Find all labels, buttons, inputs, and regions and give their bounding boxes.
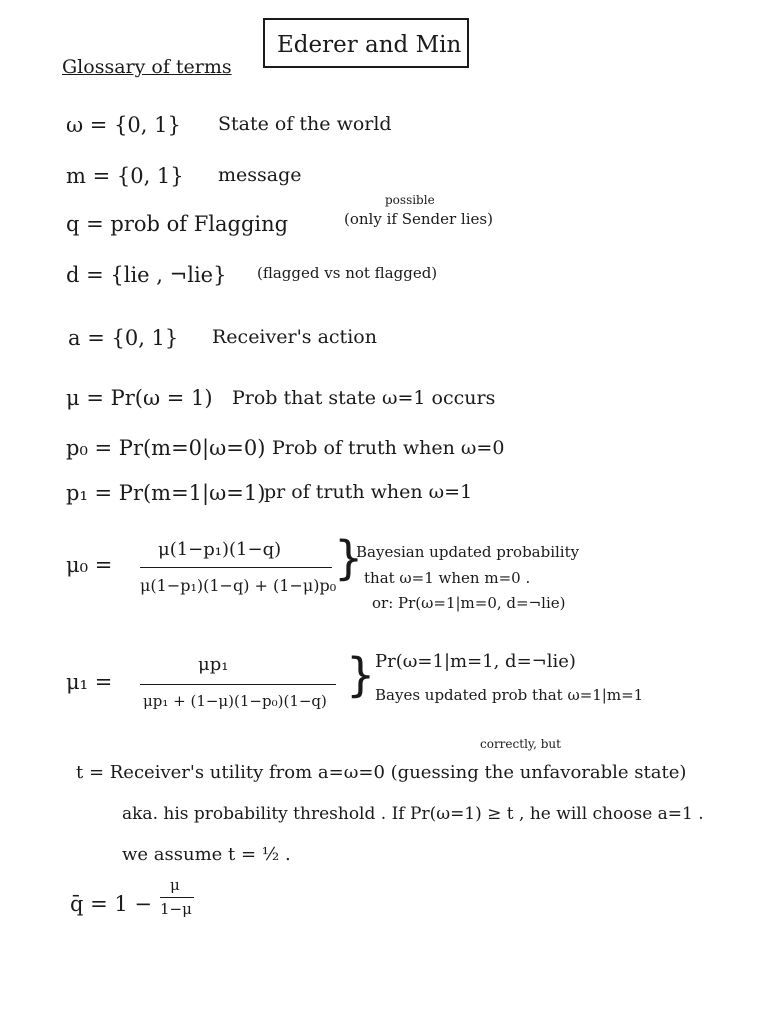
def-p1-desc: pr of truth when ω=1 (264, 481, 473, 503)
mu0-fraction-bar (140, 567, 332, 568)
def-p0-lhs: p₀ = Pr(m=0|ω=0) (66, 436, 266, 460)
mu1-desc-1: Pr(ω=1|m=1, d=¬lie) (375, 651, 576, 672)
def-q-lhs: q = prob of Flagging (66, 212, 289, 236)
mu1-desc-2: Bayes updated prob that ω=1|m=1 (375, 686, 644, 704)
qbar-lhs: q̄ = 1 − (70, 892, 153, 916)
mu1-fraction-bar (140, 684, 336, 685)
qbar-denominator: 1−μ (160, 900, 192, 918)
mu0-denominator: μ(1−p₁)(1−q) + (1−μ)p₀ (140, 576, 337, 595)
t-line-1: t = Receiver's utility from a=ω=0 (guessing the unfavorable state) (76, 762, 687, 783)
def-d-desc: (flagged vs not flagged) (257, 264, 438, 282)
def-w-lhs: ω = {0, 1} (66, 113, 181, 137)
def-d-lhs: d = {lie , ¬lie} (66, 263, 227, 287)
qbar-fraction-bar (160, 897, 194, 898)
def-p0-desc: Prob of truth when ω=0 (272, 437, 505, 459)
def-a-lhs: a = {0, 1} (68, 326, 179, 350)
mu1-numerator: μp₁ (198, 654, 229, 675)
mu0-desc-3: or: Pr(ω=1|m=0, d=¬lie) (372, 594, 566, 612)
def-q-desc: (only if Sender lies) (344, 210, 493, 228)
def-m-lhs: m = {0, 1} (66, 164, 184, 188)
def-mu-lhs: μ = Pr(ω = 1) (66, 386, 213, 410)
mu1-lhs: μ₁ = (66, 670, 113, 694)
mu1-brace: } (346, 648, 376, 702)
def-a-desc: Receiver's action (212, 326, 377, 348)
qbar-numerator: μ (170, 876, 180, 894)
mu1-denominator: μp₁ + (1−μ)(1−p₀)(1−q) (143, 692, 327, 710)
t-line-2: aka. his probability threshold . If Pr(ω=1) ≥ t , he will choose a=1 . (122, 804, 704, 824)
mu0-numerator: μ(1−p₁)(1−q) (158, 539, 282, 560)
def-q-note: possible (385, 193, 435, 207)
t-note: correctly, but (480, 737, 561, 751)
mu0-lhs: μ₀ = (66, 553, 113, 577)
def-p1-lhs: p₁ = Pr(m=1|ω=1) (66, 481, 266, 505)
def-mu-desc: Prob that state ω=1 occurs (232, 387, 496, 409)
def-m-desc: message (218, 164, 302, 186)
glossary-heading: Glossary of terms (62, 56, 232, 78)
t-line-3: we assume t = ½ . (122, 844, 291, 865)
mu0-desc-2: that ω=1 when m=0 . (364, 569, 531, 587)
mu0-brace: } (334, 531, 364, 585)
def-w-desc: State of the world (218, 113, 392, 135)
page-title: Ederer and Min (277, 32, 462, 58)
mu0-desc-1: Bayesian updated probability (356, 543, 580, 561)
